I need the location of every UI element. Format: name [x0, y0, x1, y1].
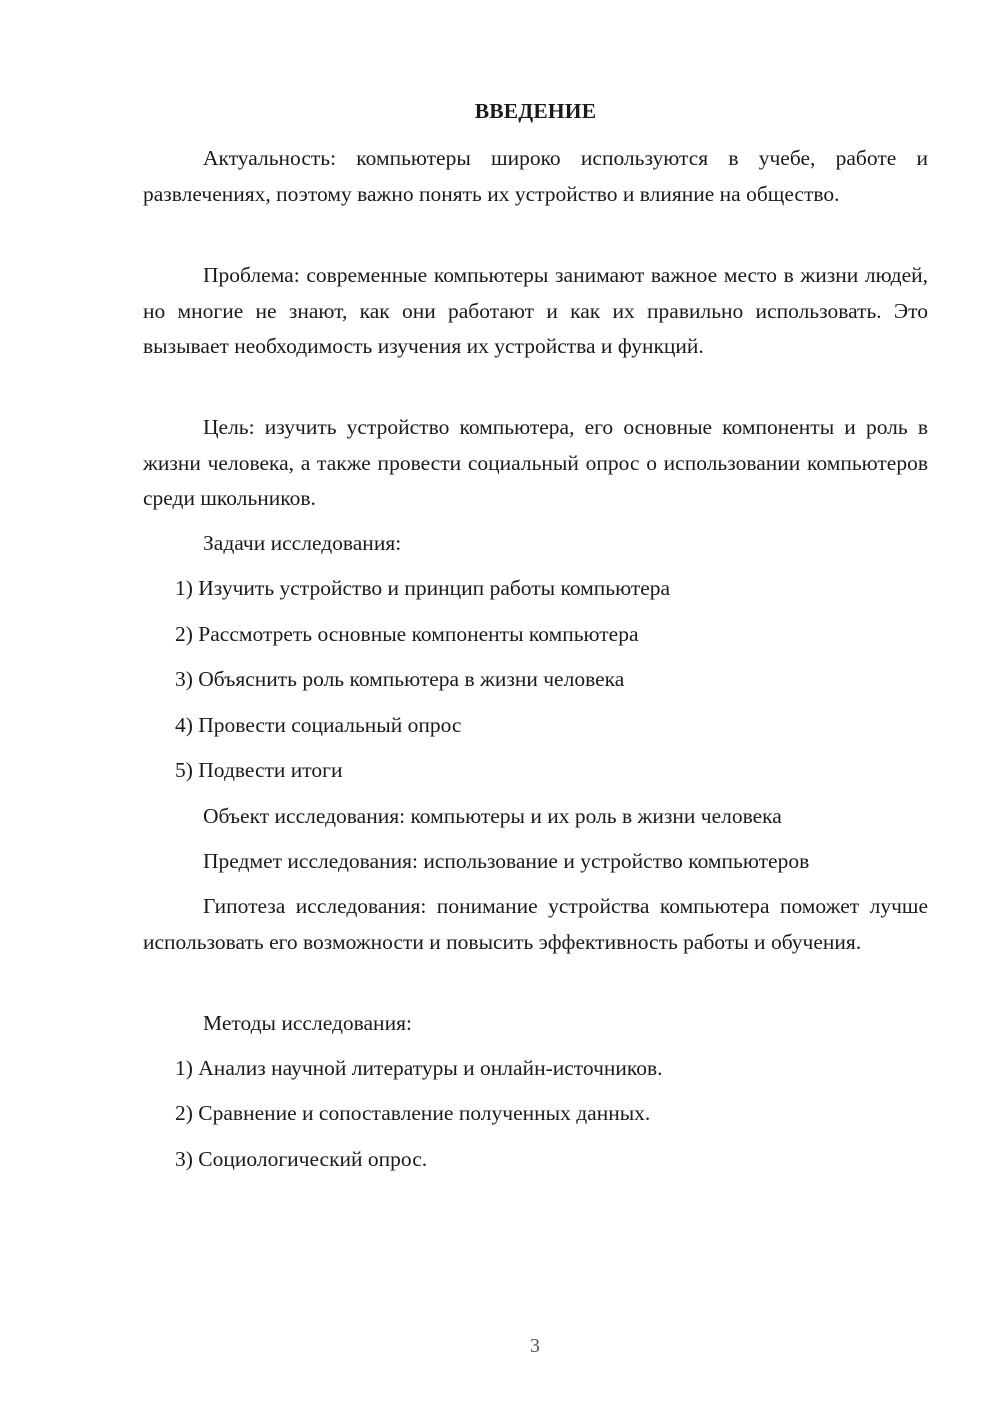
problem-paragraph: Проблема: современные компьютеры занимают важное место в жизни людей, но многие не знают, как они работают и как их правильно использовать. Это вызывает необходимость изучения их устройства и функций. — [143, 263, 928, 358]
page-number: 3 — [530, 1335, 540, 1357]
relevance-paragraph: Актуальность: компьютеры широко используются в учебе, работе и развлечениях, поэтому важно понять их устройство и влияние на общество. — [143, 146, 928, 206]
task-item-5: 5) Подвести итоги — [175, 758, 343, 782]
research-subject: Предмет исследования: использование и устройство компьютеров — [203, 849, 810, 873]
method-item-3: 3) Социологический опрос. — [175, 1147, 428, 1171]
method-item-1: 1) Анализ научной литературы и онлайн-источников. — [175, 1056, 663, 1080]
goal-paragraph: Цель: изучить устройство компьютера, его основные компоненты и роль в жизни человека, а также провести социальный опрос о использовании компьютеров среди школьников. — [143, 415, 928, 510]
task-item-3: 3) Объяснить роль компьютера в жизни человека — [175, 667, 625, 691]
research-object: Объект исследования: компьютеры и их роль в жизни человека — [203, 804, 782, 828]
page-title: ВВЕДЕНИЕ — [474, 99, 597, 123]
tasks-heading: Задачи исследования: — [203, 531, 402, 555]
hypothesis-paragraph: Гипотеза исследования: понимание устройства компьютера поможет лучше использовать его возможности и повысить эффективность работы и обучения. — [143, 894, 928, 954]
task-item-1: 1) Изучить устройство и принцип работы компьютера — [175, 576, 671, 600]
task-item-4: 4) Провести социальный опрос — [175, 713, 462, 737]
methods-heading: Методы исследования: — [203, 1011, 412, 1035]
method-item-2: 2) Сравнение и сопоставление полученных данных. — [175, 1101, 651, 1125]
task-item-2: 2) Рассмотреть основные компоненты компьютера — [175, 622, 639, 646]
